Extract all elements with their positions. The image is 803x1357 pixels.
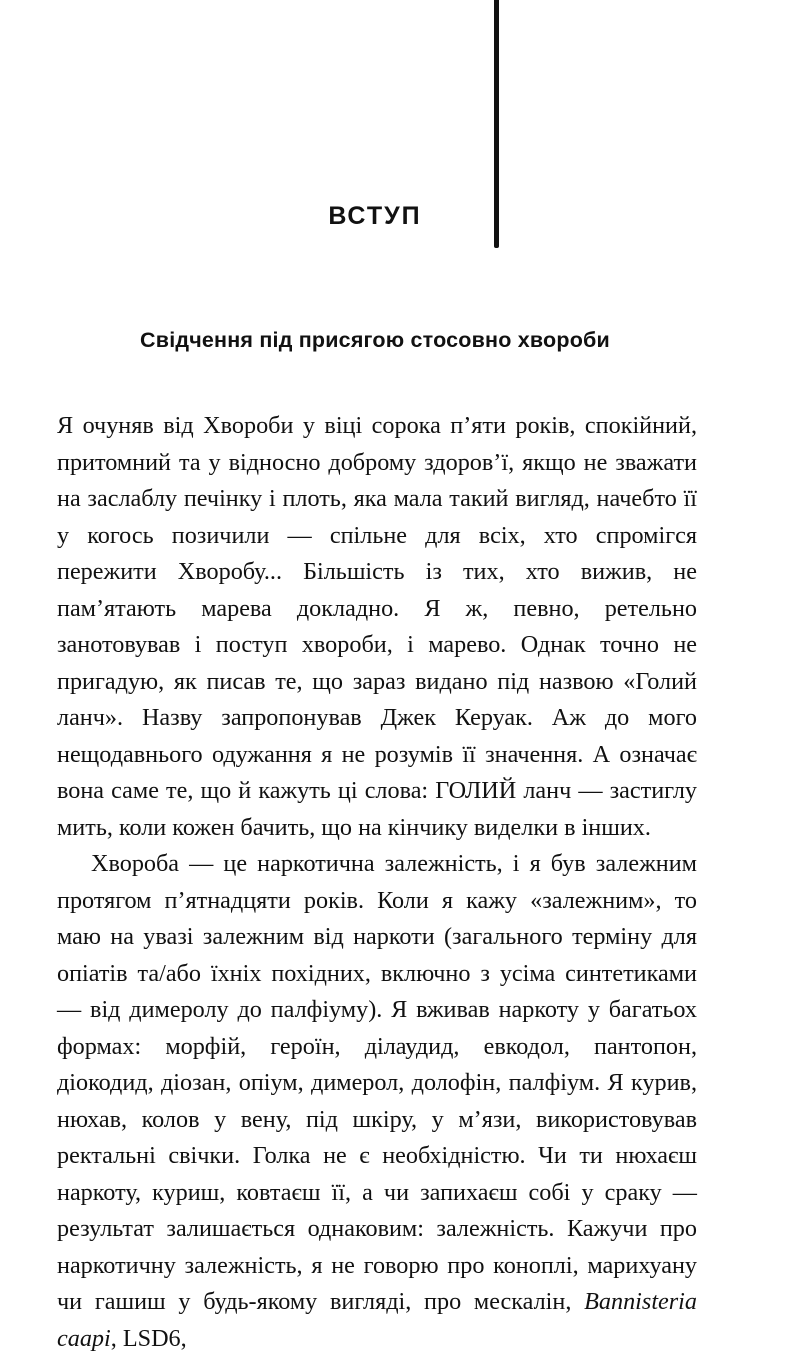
page-content — [57, 0, 747, 1352]
paragraph-2-text: Хвороба — це наркотична залежність, і я був залежним протягом п’ятнадцяти років. Коли я кажу «залежним», то маю на увазі залежним від наркоти (загального терміну для опіатів та/або їхніх похідних, включно з усіма синтетиками — від димеролу до палфіуму). Я вживав наркоту у багатьох формах: морфій, героїн, ділаудид, евкодол, пантопон, діокодид, діозан, опіум, димерол, долофін, палфіум. Я курив, нюхав, колов у вену, під шкіру, у м’язи, використовував ректальні свічки. Голка не є необхідністю. Чи ти нюхаєш наркоту, куриш, ковтаєш її, а чи запихаєш собі у сраку — результат залишається однаковим: залежність. Кажучи про наркотичну залежність, я не говорю про коноплі, марихуану чи гашиш у будь-якому вигляді, про мескалін, — [57, 850, 697, 1315]
body-text — [57, 408, 697, 1357]
section-label: ВСТУП — [328, 202, 422, 230]
paragraph-2-italic-term: Bannisteria caapi — [57, 1288, 697, 1352]
paragraph-1: Я очуняв від Хвороби у віці сорока п’яти років, спокійний, притомний та у відносно доброму здоров’ї, якщо не зважати на заслаблу печінку і плоть, яка мала такий вигляд, начебто її у когось позичили — спільне для всіх, хто спромігся пережити Хворобу... Більшість із тих, хто вижив, не пам’ятають марева докладно. Я ж, певно, ретельно занотовував і поступ хвороби, і марево. Однак точно не пригадую, як писав те, що зараз видано під назвою «Голий ланч». Назву запропонував Джек Керуак. Аж до мого нещодавнього одужання я не розумів її значення. А означає вона саме те, що й кажуть ці слова: ГОЛИЙ ланч — застиглу мить, коли кожен бачить, що на кінчику виделки в інших. — [57, 412, 697, 841]
chapter-title: Свідчення під присягою стосовно хвороби — [140, 328, 610, 352]
paragraph-2-tail: , LSD6, — [110, 1324, 187, 1352]
paragraph-2 — [57, 846, 697, 1357]
